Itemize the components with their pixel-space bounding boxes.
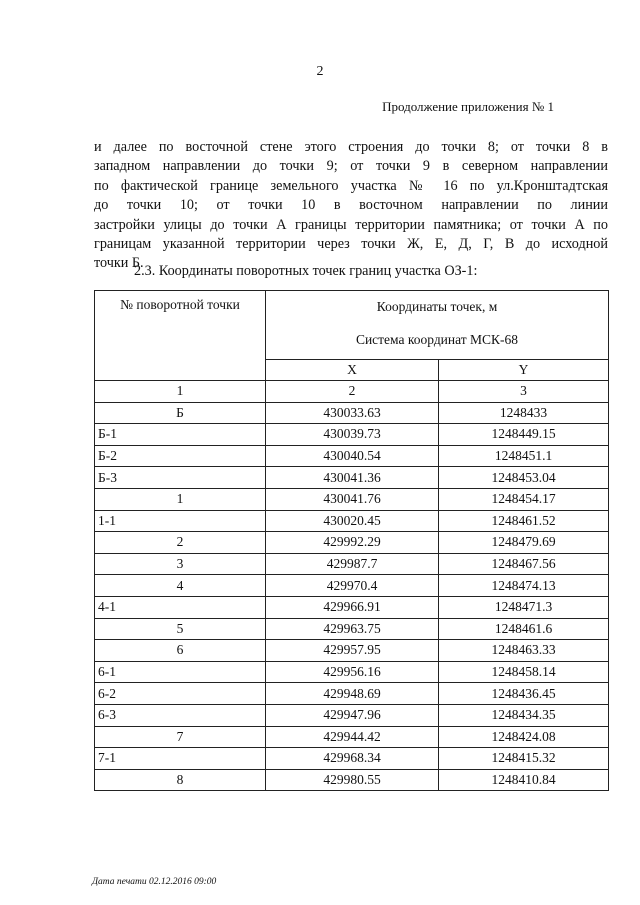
paragraph <box>94 138 608 274</box>
x-cell: 430020.45 <box>266 510 439 532</box>
y-cell: 1248474.13 <box>439 575 609 597</box>
y-cell: 1248471.3 <box>439 596 609 618</box>
x-cell: 429992.29 <box>266 532 439 554</box>
page-number: 2 <box>316 64 324 79</box>
point-cell: 6 <box>95 640 266 662</box>
y-cell: 1248454.17 <box>439 488 609 510</box>
coordinates-table <box>94 290 609 791</box>
table-row <box>95 704 609 726</box>
point-cell: 6-3 <box>95 704 266 726</box>
table-row <box>95 381 609 403</box>
table-row <box>95 640 609 662</box>
point-cell: 8 <box>95 769 266 791</box>
coordinates-title: Координаты точек, м <box>376 299 498 314</box>
table-row <box>95 661 609 683</box>
table-row <box>95 683 609 705</box>
table-row <box>95 596 609 618</box>
x-cell: 2 <box>266 381 439 403</box>
x-header: X <box>266 360 439 381</box>
y-cell: 1248433 <box>439 402 609 424</box>
x-cell: 429957.95 <box>266 640 439 662</box>
x-cell: 429968.34 <box>266 748 439 770</box>
point-cell: 7-1 <box>95 748 266 770</box>
y-cell: 1248463.33 <box>439 640 609 662</box>
point-cell: 1-1 <box>95 510 266 532</box>
point-cell: 6-1 <box>95 661 266 683</box>
point-cell: 5 <box>95 618 266 640</box>
table-row <box>95 510 609 532</box>
x-cell: 429947.96 <box>266 704 439 726</box>
y-cell: 1248458.14 <box>439 661 609 683</box>
x-cell: 430041.36 <box>266 467 439 489</box>
point-cell: 4 <box>95 575 266 597</box>
y-cell: 1248451.1 <box>439 445 609 467</box>
table-row <box>95 402 609 424</box>
x-cell: 430040.54 <box>266 445 439 467</box>
table-row <box>95 424 609 446</box>
y-cell: 1248449.15 <box>439 424 609 446</box>
paragraph-line: застройки улицы до точки А границы территории памятника; от точки А по <box>94 216 608 233</box>
y-cell: 1248424.08 <box>439 726 609 748</box>
point-cell: Б-3 <box>95 467 266 489</box>
y-cell: 1248434.35 <box>439 704 609 726</box>
x-cell: 429948.69 <box>266 683 439 705</box>
print-date: Дата печати 02.12.2016 09:00 <box>92 877 217 887</box>
paragraph-line: по фактической границе земельного участка № 16 по ул.Кронштадтская <box>94 177 608 194</box>
point-number-header: № поворотной точки <box>95 291 266 381</box>
table-row <box>95 467 609 489</box>
table-row <box>95 575 609 597</box>
point-cell: 1 <box>95 488 266 510</box>
table-row <box>95 532 609 554</box>
coordinates-table-body <box>95 381 609 791</box>
point-cell: 4-1 <box>95 596 266 618</box>
y-cell: 1248415.32 <box>439 748 609 770</box>
coordinate-system-title: Система координат МСК-68 <box>355 332 519 347</box>
y-cell: 1248479.69 <box>439 532 609 554</box>
x-cell: 430033.63 <box>266 402 439 424</box>
y-cell: 1248453.04 <box>439 467 609 489</box>
point-cell: Б-1 <box>95 424 266 446</box>
paragraph-line: границам указанной территории через точки Ж, Е, Д, Г, В до исходной <box>94 236 608 253</box>
point-cell: 2 <box>95 532 266 554</box>
y-cell: 1248467.56 <box>439 553 609 575</box>
x-cell: 429966.91 <box>266 596 439 618</box>
table-row <box>95 553 609 575</box>
y-cell: 1248461.52 <box>439 510 609 532</box>
x-cell: 429944.42 <box>266 726 439 748</box>
y-cell: 3 <box>439 381 609 403</box>
y-header: Y <box>439 360 609 381</box>
table-row <box>95 769 609 791</box>
paragraph-line: и далее по восточной стене этого строения до точки 8; от точки 8 в <box>94 139 608 155</box>
x-cell: 429956.16 <box>266 661 439 683</box>
y-cell: 1248410.84 <box>439 769 609 791</box>
point-cell: Б-2 <box>95 445 266 467</box>
section-heading: 2.3. Координаты поворотных точек границ участка ОЗ-1: <box>134 263 478 279</box>
appendix-note: Продолжение приложения № 1 <box>382 99 554 114</box>
y-cell: 1248461.6 <box>439 618 609 640</box>
paragraph-line: западном направлении до точки 9; от точки 9 в северном направлении <box>94 158 608 175</box>
x-cell: 429980.55 <box>266 769 439 791</box>
table-row <box>95 618 609 640</box>
table-row <box>95 488 609 510</box>
x-cell: 430039.73 <box>266 424 439 446</box>
x-cell: 430041.76 <box>266 488 439 510</box>
table-row <box>95 445 609 467</box>
coordinates-header <box>266 291 609 360</box>
point-cell: 1 <box>95 381 266 403</box>
point-cell: Б <box>95 402 266 424</box>
x-cell: 429963.75 <box>266 618 439 640</box>
table-row <box>95 726 609 748</box>
paragraph-line: точки Б. <box>94 255 144 272</box>
table-row <box>95 748 609 770</box>
point-cell: 7 <box>95 726 266 748</box>
point-cell: 6-2 <box>95 683 266 705</box>
paragraph-line: до точки 10; от точки 10 в восточном направлении по линии <box>94 197 608 214</box>
y-cell: 1248436.45 <box>439 683 609 705</box>
point-cell: 3 <box>95 553 266 575</box>
x-cell: 429970.4 <box>266 575 439 597</box>
x-cell: 429987.7 <box>266 553 439 575</box>
